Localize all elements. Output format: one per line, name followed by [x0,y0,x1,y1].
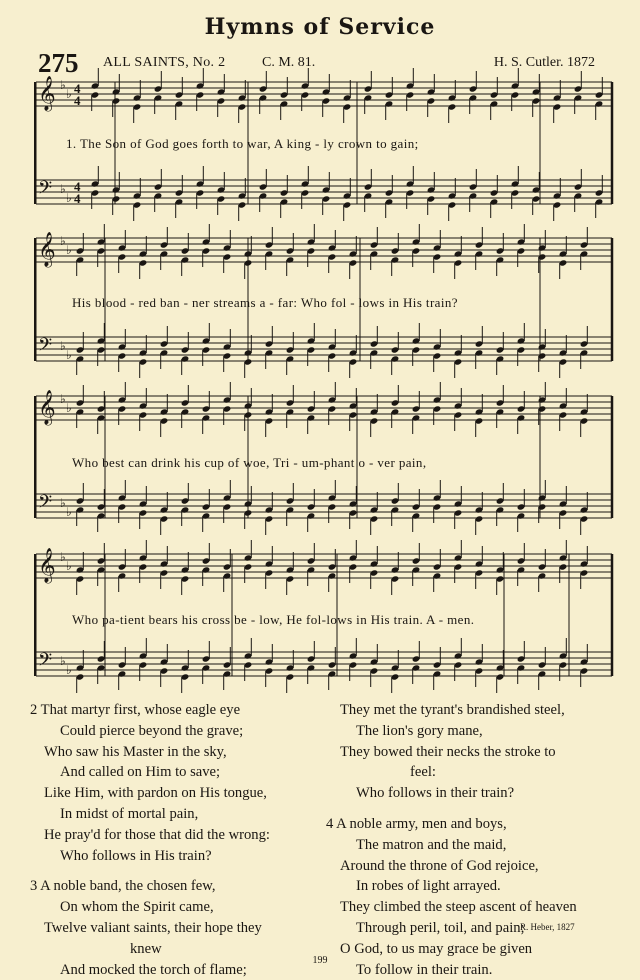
flat-icon: ♭ [60,339,66,353]
verse-3-line-10: Who follows in their train? [356,785,515,802]
verse-4-line-1: 4 A noble army, men and boys, [326,815,507,832]
bass-clef-icon: 𝄢 [38,178,53,203]
verse-2-line-4: And called on Him to save; [60,764,221,781]
flat-icon: ♭ [66,243,72,257]
time-signature: 4 [74,81,81,96]
verse-2-line-3: Who saw his Master in the sky, [44,743,227,760]
flat-icon: ♭ [66,559,72,573]
verse-3-line-7: The lion's gory mane, [356,722,483,739]
verse-2-line-2: Could pierce beyond the grave; [60,722,244,739]
meter: C. M. 81. [262,55,316,70]
time-signature: 4 [74,179,81,194]
treble-clef-icon: 𝄞 [38,390,56,425]
verse-4-line-2: The matron and the maid, [356,836,507,853]
time-signature: 4 [74,191,81,206]
flat-icon: ♭ [66,401,72,415]
flat-icon: ♭ [66,348,72,362]
flat-icon: ♭ [66,663,72,677]
verse-2-line-1: 2 That martyr first, whose eagle eye [30,702,241,718]
flat-icon: ♭ [60,654,66,668]
flat-icon: ♭ [60,234,66,248]
bass-clef-icon: 𝄢 [38,335,53,360]
lyric-line-2: His blood - red ban - ner streams a - far: Who fol - lows in His train? [72,295,458,310]
verse-4-line-7: O God, to us may grace be given [340,940,533,957]
hymn-number: 275 [38,48,79,78]
lyric-line-3: Who best can drink his cup of woe, Tri - um-phant o - ver pain, [72,455,427,470]
composer: H. S. Cutler. 1872 [493,55,595,70]
verse-4-line-5: They climbed the steep ascent of heaven [340,899,577,916]
bass-clef-icon: 𝄢 [38,650,53,675]
verse-4-line-3: Around the throne of God rejoice, [340,857,539,874]
verse-3-line-1: 3 A noble band, the chosen few, [30,878,216,895]
treble-clef-icon: 𝄞 [38,232,56,267]
verse-3-line-4: knew [130,940,162,957]
verse-2-line-5: Like Him, with pardon on His tongue, [44,785,267,802]
lyricist-credit: R. Heber, 1827 [520,922,575,932]
verse-3-line-5: And mocked the torch of flame; [60,961,247,978]
treble-clef-icon: 𝄞 [38,76,56,111]
verse-2-line-6: In midst of mortal pain, [60,805,199,822]
verse-4-line-8: To follow in their train. [356,961,493,978]
page-title: Hymns of Service [204,14,436,40]
tune-name: ALL SAINTS, No. 2 [103,55,226,70]
flat-icon: ♭ [60,78,66,92]
flat-icon: ♭ [66,505,72,519]
verse-3-line-3: Twelve valiant saints, their hope they [44,919,262,936]
flat-icon: ♭ [60,550,66,564]
time-signature: 4 [74,93,81,108]
flat-icon: ♭ [60,496,66,510]
verse-3-line-8: They bowed their necks the stroke to [340,743,556,760]
lyric-line-4: Who pa-tient bears his cross be - low, He fol-lows in His train. A - men. [72,612,475,627]
verses-left-column [30,700,320,980]
flat-icon: ♭ [66,87,72,101]
verses-right-column [326,700,618,980]
flat-icon: ♭ [66,191,72,205]
lyric-line-1: 1. The Son of God goes forth to war, A king - ly crown to gain; [66,136,419,151]
verse-4-line-4: In robes of light arrayed. [356,878,501,895]
flat-icon: ♭ [60,392,66,406]
verse-2-line-8: Who follows in His train? [60,847,212,864]
verse-3-line-2: On whom the Spirit came, [60,899,214,916]
verse-3-line-9: feel: [410,764,436,781]
page-number: 199 [312,955,328,966]
bass-clef-icon: 𝄢 [38,492,53,517]
verse-4-line-6: Through peril, toil, and pain; [356,919,525,936]
verse-2-line-7: He pray'd for those that did the wrong: [44,826,270,843]
verse-3-line-6: They met the tyrant's brandished steel, [340,702,565,718]
treble-clef-icon: 𝄞 [38,548,56,583]
flat-icon: ♭ [60,182,66,196]
